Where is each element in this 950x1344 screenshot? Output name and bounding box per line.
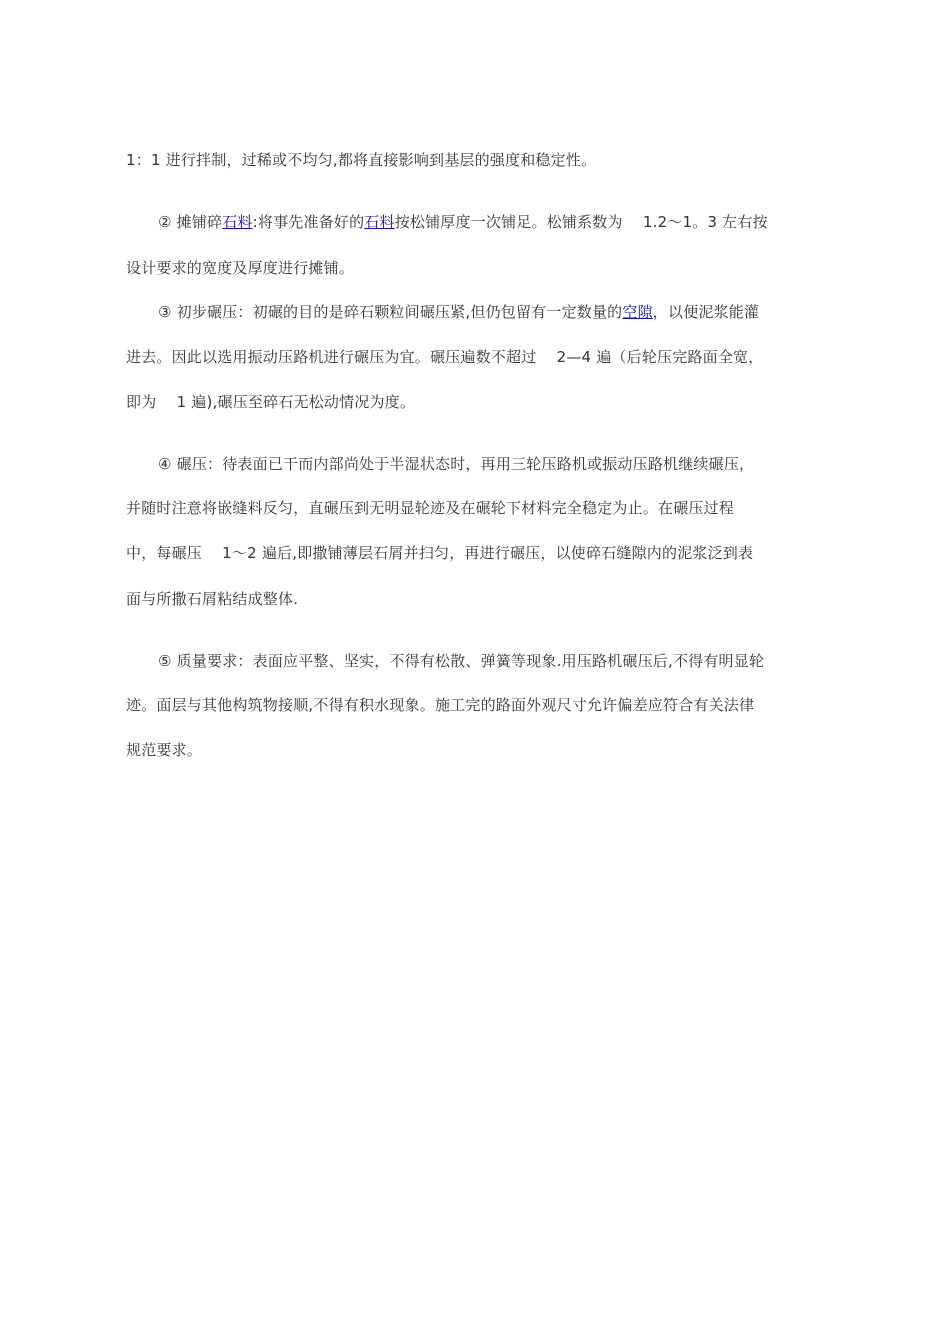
text-segment: ② 摊铺碎 — [158, 213, 223, 231]
text-line — [126, 695, 754, 715]
text-segment: 规范要求。 — [126, 741, 203, 759]
link-shiliao-2[interactable]: 石料 — [364, 213, 395, 231]
paragraph-2-start — [158, 212, 768, 232]
text-segment: ⑤ 质量要求：表面应平整、坚实，不得有松散、弹簧等现象.用压路机碾压后,不得有明显轮 — [158, 652, 765, 670]
paragraph-4-start — [158, 454, 754, 474]
text-segment: 中，每碾压 1～2 遍后,即撒铺薄层石屑并扫匀，再进行碾压，以使碎石缝隙内的泥浆泛到表 — [126, 544, 754, 562]
text-line — [126, 258, 354, 278]
text-line — [126, 740, 202, 760]
text-line — [126, 543, 753, 563]
text-segment: 即为 1 遍),碾压至碎石无松动情况为度。 — [126, 393, 416, 411]
text-segment: ④ 碾压：待表面已干而内部尚处于半湿状态时，再用三轮压路机或振动压路机继续碾压， — [158, 455, 755, 473]
text-segment: 1：1 进行拌制，过稀或不均匀,都将直接影响到基层的强度和稳定性。 — [126, 151, 597, 169]
text-line — [126, 498, 734, 518]
link-kongxi[interactable]: 空隙 — [622, 303, 653, 321]
text-segment: 面与所撒石屑粘结成整体. — [126, 590, 299, 608]
text-segment: ③ 初步碾压：初碾的目的是碎石颗粒间碾压紧,但仍包留有一定数量的 — [158, 303, 623, 321]
text-segment: :将事先准备好的 — [252, 213, 365, 231]
text-segment: 进去。因此以选用振动压路机进行碾压为宜。碾压遍数不超过 2—4 遍（后轮压完路面全宽， — [126, 348, 764, 366]
text-line — [126, 150, 596, 170]
text-segment: 并随时注意将嵌缝料反匀，直碾压到无明显轮迹及在碾轮下材料完全稳定为止。在碾压过程 — [126, 499, 735, 517]
text-segment: 按松铺厚度一次铺足。松铺系数为 1.2～1。3 左右按 — [394, 213, 768, 231]
text-segment: 迹。面层与其他构筑物接顺,不得有积水现象。施工完的路面外观尺寸允许偏差应符合有关法律 — [126, 696, 755, 714]
text-line — [126, 347, 763, 367]
link-shiliao[interactable]: 石料 — [222, 213, 253, 231]
paragraph-3-start — [158, 302, 759, 322]
text-line — [126, 589, 298, 609]
text-segment: 设计要求的宽度及厚度进行摊铺。 — [126, 259, 355, 277]
text-segment: ，以便泥浆能灌 — [652, 303, 760, 321]
paragraph-5-start — [158, 651, 764, 671]
text-line — [126, 392, 415, 412]
